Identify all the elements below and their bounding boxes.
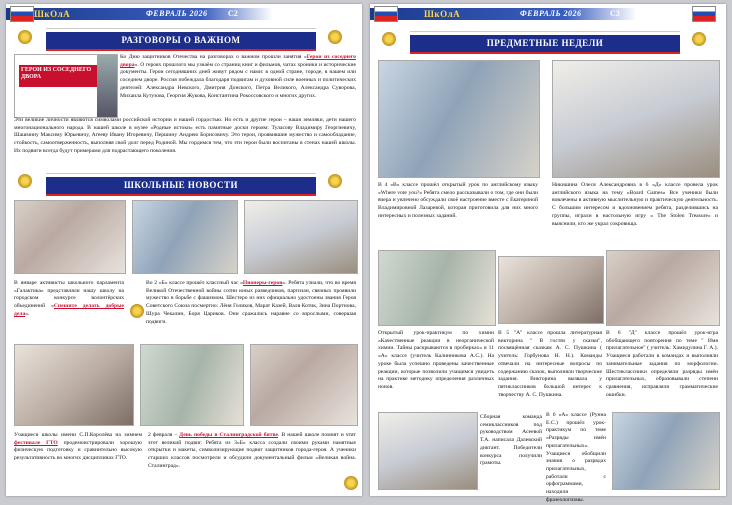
section-title: ШКОЛЬНЫЕ НОВОСТИ	[46, 176, 316, 196]
russian-flag-icon	[10, 6, 34, 22]
star-emblem-icon	[18, 30, 32, 44]
issue-month: ФЕВРАЛЬ 2026	[520, 9, 582, 18]
star-emblem-icon	[18, 174, 32, 188]
news-text: Учащиеся школы имени С.П.Королёва на зимнем фестивале ГТО продемонстрировали хорошую физическую подготовку и сравнительно высокую результативность во многих дисциплинах ГТО.	[14, 432, 142, 462]
hero-portrait	[97, 55, 117, 117]
lesson-text: В 6 "Д" классе прошёл урок-игра обобщающего повторения по теме " Имя прилагательное" ( учитель: Хамидулина Г. А.). Учащиеся работали в командах и выполняли занимательные задания по морфологии. Шестиклассники определяли разряды имён прилагательных, образовывали степени сравнения, исправляли грамматические ошибки.	[606, 330, 718, 398]
star-emblem-icon	[328, 174, 342, 188]
page-header	[370, 4, 726, 22]
lesson-photo	[606, 250, 720, 326]
lesson-text: Сборная команда семиклассников под руководством Асеевой Т.А. написала Далевский диктант. Победители конкурса получили грамоты.	[480, 414, 542, 467]
highlight-text: Герои из соседнего двора	[120, 54, 356, 68]
newspaper-brand: ШкОлА	[424, 9, 461, 19]
page-right	[370, 4, 726, 503]
lesson-photo	[378, 412, 478, 490]
news-photo	[14, 344, 134, 426]
lesson-photo	[378, 250, 496, 326]
news-photo	[140, 344, 244, 426]
highlight-text: Пионеры-герои	[242, 280, 283, 286]
star-emblem-icon	[692, 32, 706, 46]
page-header	[6, 4, 362, 22]
page-left	[6, 4, 362, 496]
article-text: Эти великие личности являются символами российской истории и нашей гордостью. Но есть и другие герои – наши земляки, дети нашего многонационального народа. В нашей школе в музее «Родные истоки» есть памятные доски героям: Туласову Владимиру Георгиевичу, Шашмину Максиму Юрьевичу, Агееву Ивану Игоревичу, Першину Андрею Борисовичу. Это герои, проявившие мужество и самообладание, стойкость, самоотверженность, выполняя свой долг перед Родиной. Мы гордимся тем, что эти герои были воспитаны в стенах нашей школы. Их подвиги всегда будут примерами для подрастающего поколения.	[14, 117, 356, 154]
issue-month: ФЕВРАЛЬ 2026	[146, 9, 208, 18]
lesson-photo	[552, 60, 720, 178]
news-photo	[250, 344, 358, 426]
news-photo	[14, 200, 126, 274]
hero-poster-caption: ГЕРОИ ИЗ СОСЕДНЕГО ДВОРА	[19, 65, 99, 87]
star-emblem-icon	[382, 32, 396, 46]
russian-flag-icon	[374, 6, 398, 22]
lesson-photo	[612, 412, 720, 490]
star-emblem-icon	[328, 30, 342, 44]
section-title: РАЗГОВОРЫ О ВАЖНОМ	[46, 31, 316, 51]
lesson-text: Никишина Олеся Александровна в 6 «Д» классе провела урок английского языка на тему «Board Games» Все ученики были вовлечены в активную мыслительную и практическую деятельность. С большим интересом и вдохновением ребята, разделившись на группы, играли в настольную игру « The Stolen Treasure» и выяснили, кто же украл сокровища.	[552, 182, 718, 227]
newspaper-brand: ШкОлА	[34, 9, 71, 19]
lesson-photo	[378, 60, 540, 178]
news-photo	[244, 200, 358, 274]
hero-poster-image	[14, 54, 118, 118]
news-text: Во 2 «Б» классе прошёл классный час «Пионеры-герои». Ребята узнали, что во время Великой Отечественной войны сотни юных разведчиков, партизан, связных проявили мужество в борьбе с фашизмом. Шестеро из них официально удостоены звания Героя Советского Союза посмертно: Лёня Голиков, Марат Казей, Валя Котик, Зина Портнова, Шура Чекалин, Боря Цариков. Они сражались наравне со взрослыми, совершая подвиги.	[146, 280, 356, 325]
news-text: 2 февраля – День победы в Сталинградской битве. В нашей школе помнят и чтят этот великий подвиг. Ребята из 3«Б» класса создали своими руками памятные открытки и макеты, символизирующие подвиг защитников города-героя. А ученики старших классов посмотрели и обсудили документальный фильм «Великая война. Сталинград».	[148, 432, 356, 469]
lesson-photo	[498, 256, 604, 324]
highlight-text: День победы в Сталинградской битве	[179, 432, 278, 438]
page-number: С2	[228, 9, 238, 18]
lesson-text: В 4 «В» классе прошёл открытый урок по английскому языку «Where vote you?» Ребята смело рассказывали о том, где они были вчера и увлечено обсуждали своё настроение вместе с Екатериной Владимировной Лазаревой, которая приготовила для них много интересных и полезных заданий.	[378, 182, 538, 219]
russian-flag-icon	[692, 6, 716, 22]
article-text: Ко Дню защитников Отечества на разговорах о важном прошли занятия «Герои из соседнего двора». О героях прошлого мы узнаём со страниц книг и фильмов, чатах хроники и исторические документы. Герои сегодняшних дней живут рядом с нами: в одной стране, городе, в нашем или соседнем дворе. Россия побеждала благодаря подвигам и духовной силе военных и политических деятелей: Александра Невского, Дмитрия Донского, Петра Великого, Александра Суворова, Михаила Кутузова, Георгия Жукова, Константина Рокоссовского и многих других.	[120, 54, 356, 99]
star-emblem-icon	[344, 476, 358, 490]
lesson-text: Открытый урок-практикум по химии «Качественные реакции в неорганической химии. Тайны раскрываются в пробирках» в 11 «А» классе (учитель Калинникова А.С.). На уроке была успешно проведены качественные реакции, которые позволили учащимся увидеть на практике методику определения различных ионов.	[378, 330, 494, 391]
highlight-text: фестивале ГТО	[14, 439, 58, 446]
news-text: В январе активисты школьного парламента «Галактика» представляли нашу школу на городском конкурсе волонтёрских объединений «Спешите делать добрые дела».	[14, 280, 124, 317]
lesson-text: В 5 "А" классе прошла литературная викторина " В гостях у сказки", посвящённая сказкам А. С. Пушкина ( учитель: Горбунова Н. Н.). Команды отвечали на интересные вопросы по содержанию сказок, выполняли творческие задания. Викторина вызвала у пятиклассников большой интерес к творчеству А. С. Пушкина.	[498, 330, 602, 398]
section-title: ПРЕДМЕТНЫЕ НЕДЕЛИ	[410, 34, 680, 54]
news-photo	[132, 200, 238, 274]
lesson-text: В 6 «А» классе (Рунна Е.С.) прошёл урок-практикум по теме «Разряды имён прилагательных». Учащиеся обобщили знания о разрядах прилагательных, работали с орфограммами, находили фразеологизмы.	[546, 412, 606, 503]
highlight-text: Спешите делать добрые дела	[14, 303, 124, 317]
page-number: С3	[610, 9, 620, 18]
star-emblem-icon	[130, 304, 144, 318]
